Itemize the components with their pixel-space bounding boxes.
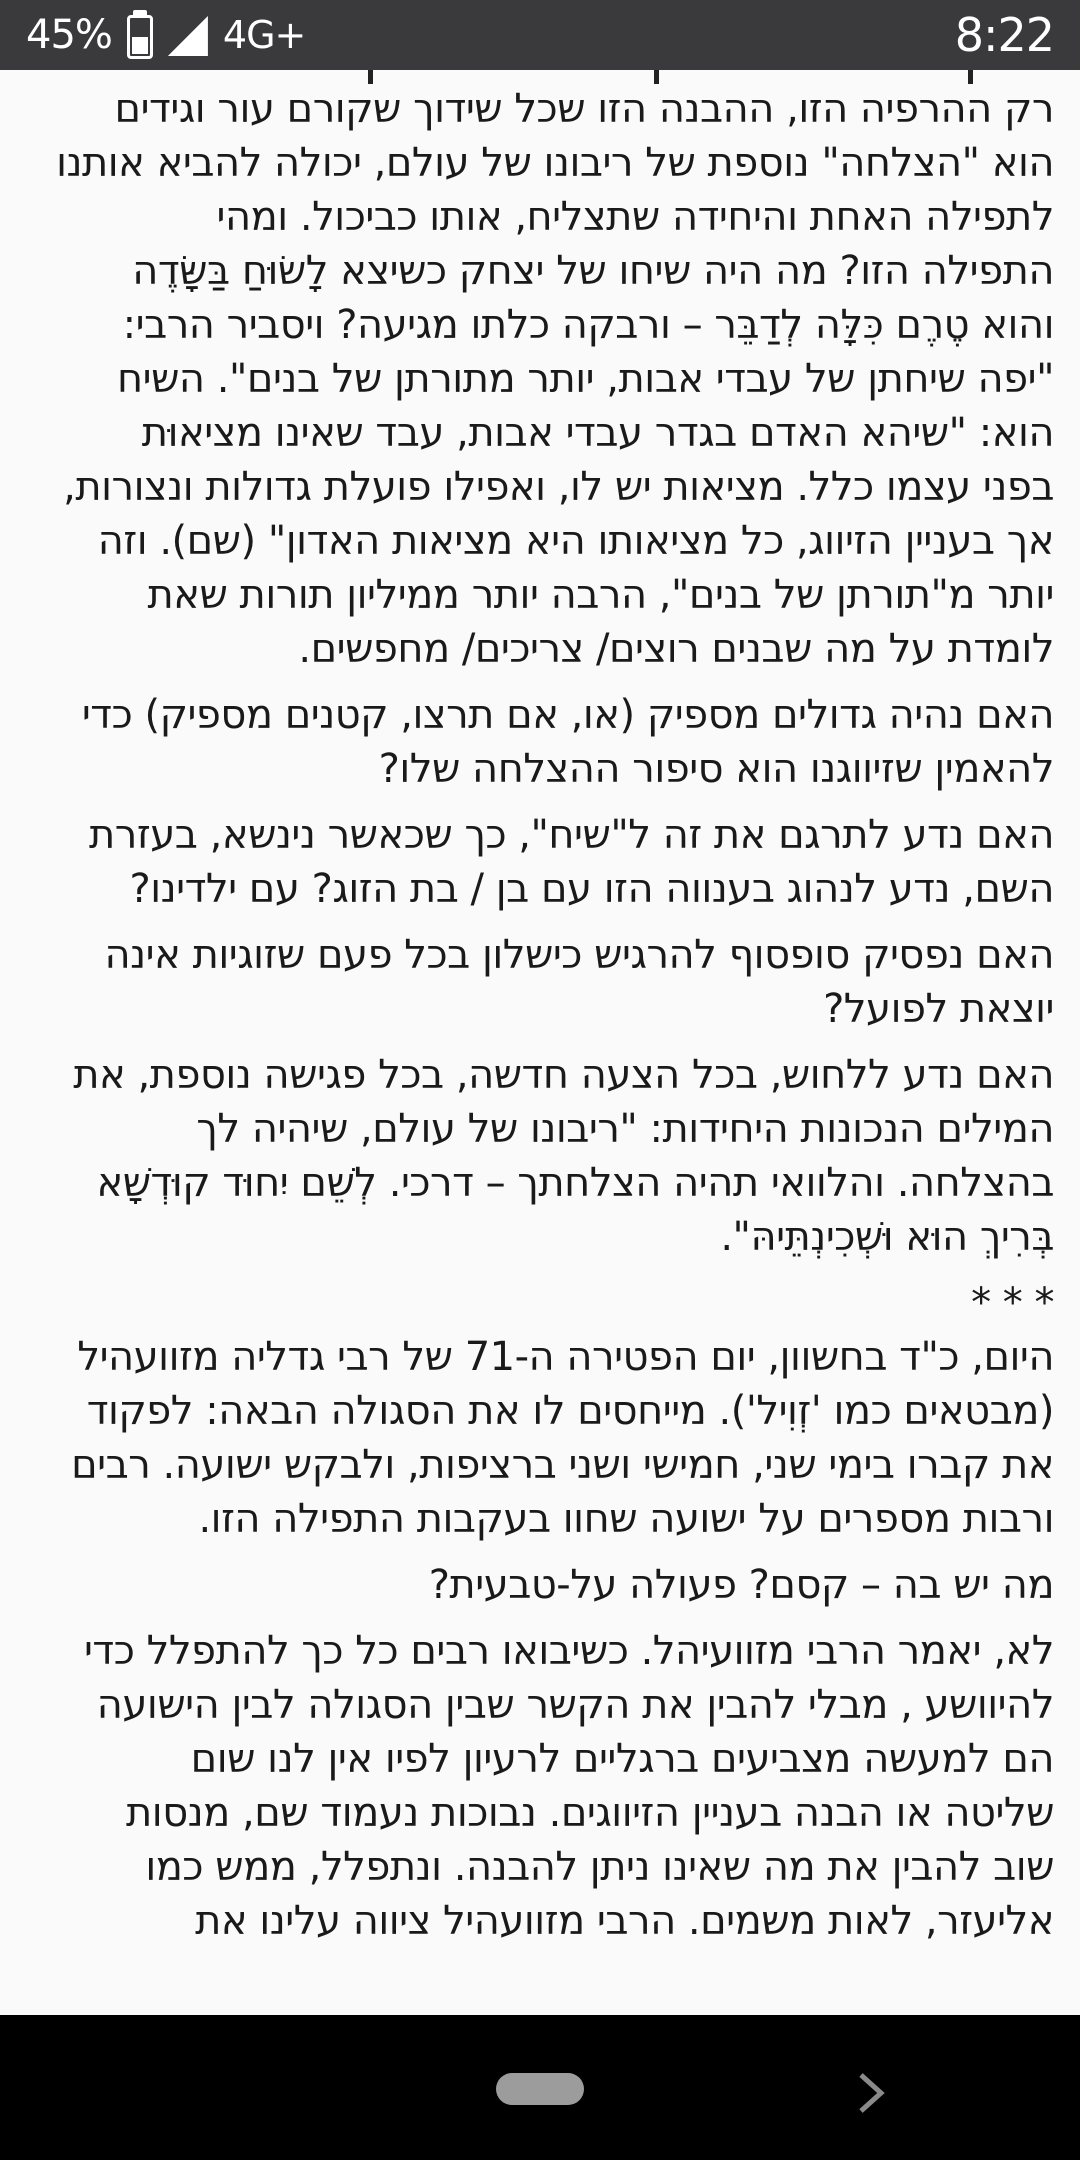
text-line: את קברו בימי שני, חמישי ושני ברציפות, ולבקש ישועה. רבים: [71, 1442, 1054, 1488]
text-line: הוא "הצלחה" נוספת של ריבונו של עולם, יכולה להביא אותנו: [56, 140, 1054, 186]
text-line: אך בעניין הזיווג, כל מציאותו היא מציאות האדון" (שם). וזה: [97, 518, 1054, 564]
text-line: הוא: "שיהא האדם בגדר עבדי אבות, עבד שאינו מציאוּת: [141, 410, 1054, 456]
text-line: להאמין שזיווגנו הוא סיפור ההצלחה שלו?: [378, 746, 1054, 792]
paragraph: [38, 928, 1054, 1036]
battery-fill: [132, 37, 148, 54]
text-line: שוב להבין את מה שאינו ניתן להבנה. ונתפלל, ממש כמו: [145, 1844, 1054, 1890]
text-line: האם נדע לתרגם את זה ל"שיח", כך שכאשר נינשא, בעזרת: [89, 812, 1054, 858]
text-line: הם למעשה מצביעים ברגליים לרעיון לפיו אין לנו שום: [190, 1736, 1054, 1782]
text-line: השם, נדע לנהוג בענווה הזו עם בן / בת הזוג? עם ילדינו?: [129, 866, 1054, 912]
paragraph: [38, 1048, 1054, 1264]
navigation-bar: [0, 2015, 1080, 2160]
clipped-text-remnant: [654, 70, 659, 84]
text-line: יותר מ"תורתן של בנים", הרבה יותר ממיליון תורות שאת: [147, 572, 1054, 618]
text-line: "יפה שיחתן של עבדי אבות, יותר מתורתן של בנים". השיח: [117, 356, 1054, 402]
back-button[interactable]: [845, 2067, 897, 2119]
text-line: רק ההרפיה הזו, ההבנה הזו שכל שידוך שקורם עור וגידים: [114, 86, 1054, 132]
battery-percent-label: 45%: [26, 12, 112, 58]
status-bar: [0, 0, 1080, 70]
text-line: בְּרִיךְ הוּא וּשְׁכִינְתֵּיהּ".: [720, 1214, 1054, 1260]
text-line: בפני עצמו כלל. מציאות יש לו, ואפילו פועלת גדולות ונצורות,: [63, 464, 1054, 510]
text-line: אליעזר, לאות משמים. הרבי מזוועהיל ציווה עלינו את: [195, 1898, 1054, 1944]
network-type-label: 4G+: [222, 13, 306, 57]
text-line: המילים הנכונות היחידות: "ריבונו של עולם, שיהיה לך: [196, 1106, 1054, 1152]
text-line: האם נפסיק סופסוף להרגיש כישלון בכל פעם שזוגיות אינה: [104, 932, 1054, 978]
text-line: לא, יאמר הרבי מזוועיהל. כשיבואו רבים כל כך להתפלל כדי: [83, 1628, 1054, 1674]
text-line: לומדת על מה שבנים רוצים/ צריכים/ מחפשים.: [298, 626, 1054, 672]
clipped-text-remnant: [968, 70, 973, 84]
paragraph: [38, 808, 1054, 916]
paragraph: [38, 1624, 1054, 1948]
status-bar-left-group: [26, 11, 305, 59]
text-line: והוא טֶרֶם כִּלָּה לְדַבֵּר – ורבקה כלתו מגיעה? ויסביר הרבי:: [122, 302, 1054, 348]
paragraph: [38, 688, 1054, 796]
paragraph: [38, 82, 1054, 676]
section-separator: * * *: [971, 1280, 1054, 1326]
text-line: היום, כ"ד בחשוון, יום הפטירה ה-71 של רבי גדליה מזוועהיל: [77, 1334, 1054, 1380]
cellular-signal-icon: [168, 16, 208, 56]
chevron-right-icon: [854, 2069, 888, 2117]
battery-icon: [127, 15, 153, 59]
paragraph: [38, 1330, 1054, 1546]
text-line: בהצלחה. והלוואי תהיה הצלחתך – דרכי. לְשֵׁם יִחוּד קוּדְשָׁא: [96, 1160, 1054, 1206]
paragraph: [38, 1558, 1054, 1612]
clock-label: 8:22: [954, 8, 1054, 62]
text-line: התפילה הזו? מה היה שיחו של יצחק כשיצא לָשׂוּחַ בַּשָּׂדֶה: [132, 248, 1054, 294]
text-line: שליטה או הבנה בעניין הזיווגים. נבוכות נעמוד שם, מנסות: [126, 1790, 1054, 1836]
text-line: ורבות מספרים על ישועה שחוו בעקבות התפילה הזו.: [198, 1496, 1054, 1542]
text-line: מה יש בה – קסם? פעולה על-טבעית?: [428, 1562, 1054, 1608]
home-pill-handle[interactable]: [496, 2073, 584, 2105]
text-line: לתפילה האחת והיחידה שתצליח, אותו כביכול. ומהי: [216, 194, 1054, 240]
text-line: (מבטאים כמו 'זְוִיל'). מייחסים לו את הסגולה הבאה: לפקוד: [86, 1388, 1054, 1434]
text-line: האם נדע ללחוש, בכל הצעה חדשה, בכל פגישה נוספת, את: [73, 1052, 1054, 1098]
article-scroll-area[interactable]: [0, 70, 1080, 2015]
text-line: להיוושע , מבלי להבין את הקשר שבין הסגולה לבין הישועה: [96, 1682, 1054, 1728]
text-line: האם נהיה גדולים מספיק (או, אם תרצו, קטנים מספיק) כדי: [81, 692, 1054, 738]
clipped-text-remnant: [368, 70, 373, 84]
text-line: יוצאת לפועל?: [823, 986, 1054, 1032]
